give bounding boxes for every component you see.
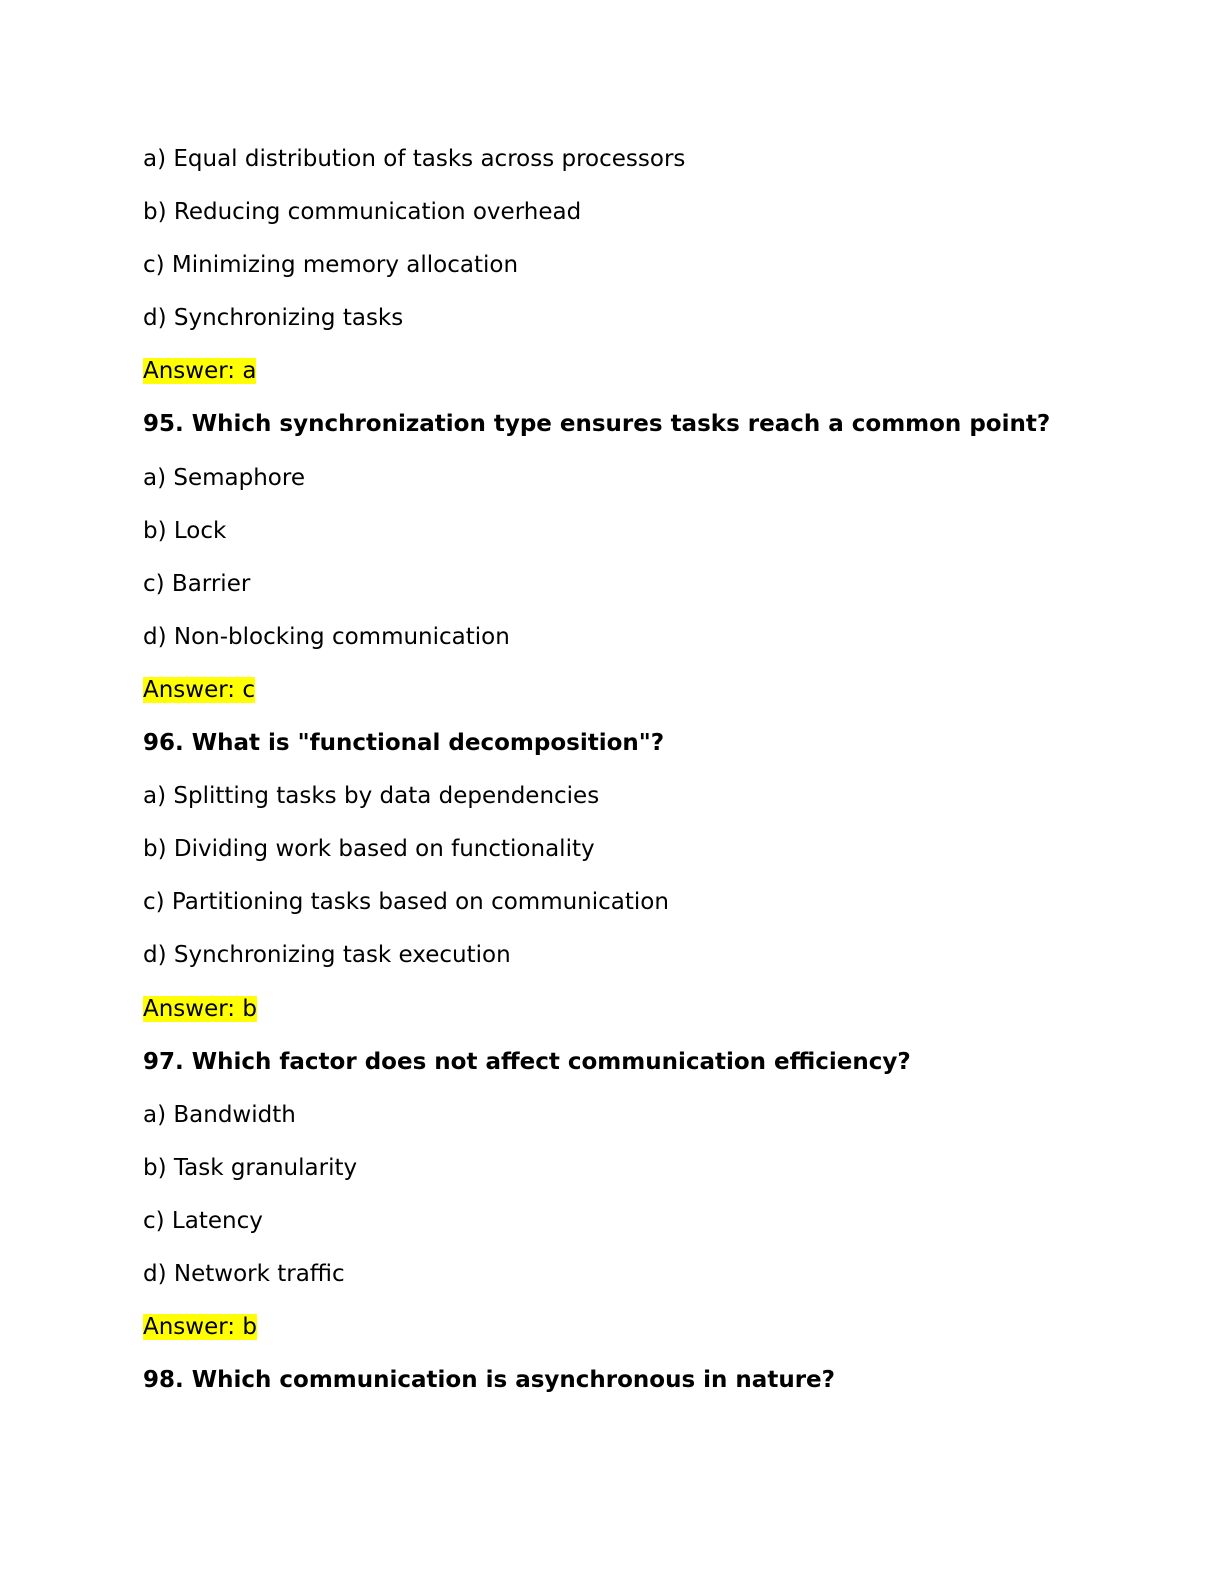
answer-line xyxy=(143,671,1103,724)
option-line xyxy=(143,246,1103,299)
question-line xyxy=(143,1361,1103,1414)
question-text: 98. Which communication is asynchronous in nature? xyxy=(143,1367,835,1394)
option-text: c) Minimizing memory allocation xyxy=(143,252,519,279)
answer-highlight: Answer: a xyxy=(143,358,257,385)
option-text: b) Dividing work based on functionality xyxy=(143,836,595,863)
answer-line xyxy=(143,352,1103,405)
option-line xyxy=(143,777,1103,830)
document-page xyxy=(143,140,1103,1414)
answer-highlight: Answer: b xyxy=(143,995,257,1022)
option-text: c) Partitioning tasks based on communication xyxy=(143,889,669,916)
answer-line xyxy=(143,990,1103,1043)
option-text: a) Equal distribution of tasks across processors xyxy=(143,146,686,172)
option-line xyxy=(143,565,1103,618)
answer-highlight: Answer: b xyxy=(143,1314,257,1341)
option-text: a) Bandwidth xyxy=(143,1101,296,1128)
option-line xyxy=(143,1202,1103,1255)
option-text: c) Latency xyxy=(143,1207,263,1234)
option-line xyxy=(143,883,1103,936)
option-line xyxy=(143,459,1103,512)
option-text: c) Barrier xyxy=(143,570,251,597)
option-text: d) Network traffic xyxy=(143,1260,345,1287)
option-text: b) Reducing communication overhead xyxy=(143,199,582,226)
question-text: 97. Which factor does not affect communication efficiency? xyxy=(143,1048,911,1075)
option-text: a) Splitting tasks by data dependencies xyxy=(143,783,600,810)
option-line xyxy=(143,830,1103,883)
option-line xyxy=(143,1255,1103,1308)
option-line xyxy=(143,1149,1103,1202)
option-line xyxy=(143,193,1103,246)
option-line xyxy=(143,299,1103,352)
question-line xyxy=(143,1043,1103,1096)
answer-highlight: Answer: c xyxy=(143,676,256,703)
option-line xyxy=(143,618,1103,671)
option-line xyxy=(143,1096,1103,1149)
option-text: d) Synchronizing tasks xyxy=(143,305,404,332)
option-text: a) Semaphore xyxy=(143,464,305,491)
question-text: 96. What is "functional decomposition"? xyxy=(143,730,665,757)
option-text: d) Non-blocking communication xyxy=(143,623,510,650)
answer-line xyxy=(143,1308,1103,1361)
question-text: 95. Which synchronization type ensures tasks reach a common point? xyxy=(143,411,1051,438)
option-text: b) Lock xyxy=(143,517,227,544)
option-text: d) Synchronizing task execution xyxy=(143,942,511,969)
option-text: b) Task granularity xyxy=(143,1154,358,1181)
question-line xyxy=(143,405,1103,458)
option-line xyxy=(143,512,1103,565)
option-line xyxy=(143,140,1103,193)
question-line xyxy=(143,724,1103,777)
option-line xyxy=(143,936,1103,989)
